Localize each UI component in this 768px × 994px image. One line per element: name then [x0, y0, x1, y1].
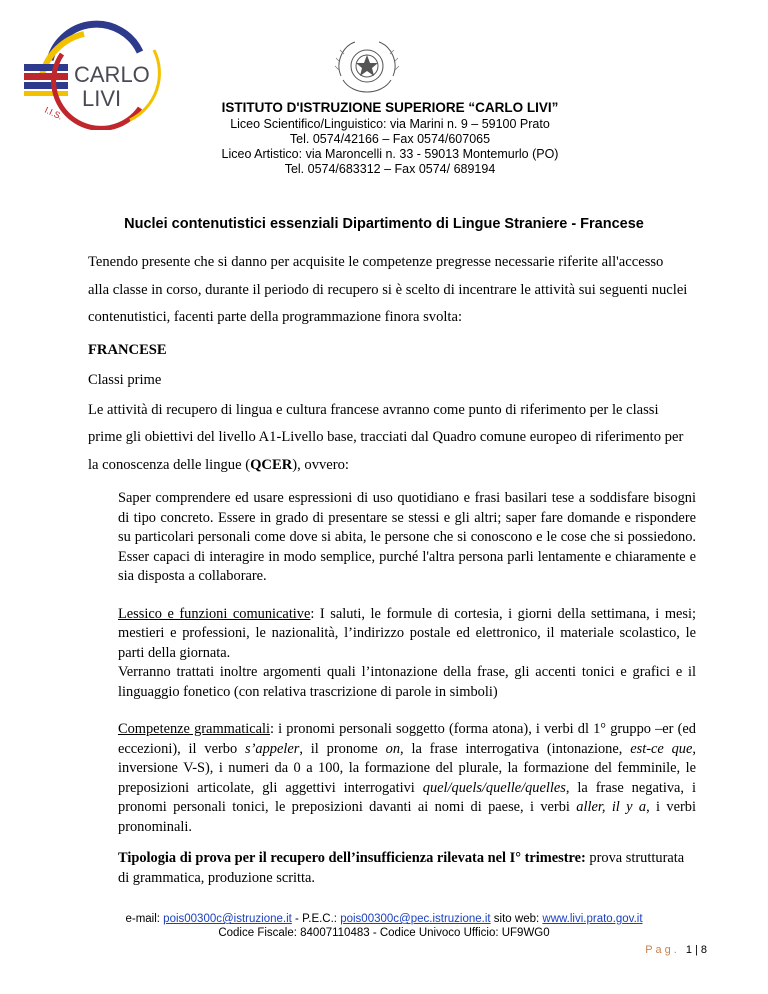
grammar-italic-4: quel/quels/quelle/quelles: [422, 779, 566, 796]
header-address-line-2: Tel. 0574/42166 – Fax 0574/607065: [289, 132, 491, 146]
footer-contacts: [0, 912, 768, 926]
header-address-line-4: Tel. 0574/683312 – Fax 0574/ 689194: [284, 162, 496, 176]
lessico-paragraph: [118, 605, 696, 703]
page-footer: [0, 912, 768, 940]
a1-level-description: Saper comprendere ed usare espressioni di uso quotidiano e frasi basilari tese a soddisfare bisogni di tipo concreto. Essere in grado di presentare se stessi e gli altri; saper fare domande e rispondere su particolari personali come dove si abita, le persone che si conoscono e le cose che si possiedono. Esser capaci di interagire in modo semplice, purché l'altra persona parli lentamente e chiaramente e sia disposta a collaborare.: [118, 490, 696, 584]
section-heading: FRANCESE: [88, 341, 167, 358]
page-separator: |: [695, 944, 701, 956]
website-link[interactable]: www.livi.prato.gov.it: [542, 913, 643, 925]
subsection-heading: Classi prime: [88, 371, 162, 388]
grammar-text-6: , i verbi pronominali.: [118, 799, 696, 835]
lessico-label: Lessico e funzioni comunicative: [118, 605, 311, 622]
page-label: Pag.: [645, 944, 680, 956]
assessment-label: Tipologia di prova per il recupero dell’insufficienza rilevata nel I° trimestre:: [118, 850, 586, 866]
document-body: [88, 249, 696, 888]
letterhead: [150, 100, 630, 177]
page-total: 8: [700, 944, 710, 956]
grammar-label: Competenze grammaticali: [118, 721, 270, 737]
lessico-text: : I saluti, le formule di cortesia, i giorni della settimana, i mesi; mestieri e professioni, le nazionalità, l’indirizzo postale ed elettronico, il materiale scolastico, le parti della giornata.: [118, 605, 696, 661]
objectives-paragraph: [88, 397, 688, 480]
qcer-abbreviation: QCER: [250, 456, 293, 473]
document-title: Nuclei contenutistici essenziali Dipartimento di Lingue Straniere - Francese: [124, 216, 644, 232]
header-address-line-1: Liceo Scientifico/Linguistico: via Marini n. 9 – 59100 Prato: [230, 117, 550, 131]
grammar-text-1: : i pronomi personali soggetto (forma atona), i verbi dl 1° gruppo –er (ed eccezioni), il verbo: [118, 721, 696, 757]
objectives-text-a: Le attività di recupero di lingua e cultura francese avranno come punto di riferimento per le classi prime gli obiettivi del livello A1-Livello base, tracciati dal Quadro comune europeo di riferimento per la conoscenza delle lingue (: [88, 401, 684, 473]
pec-label: - P.E.C.:: [291, 913, 341, 925]
logo-text-iis: I.I.S.: [43, 104, 65, 122]
grammar-text-5: , la frase negativa, i pronomi personali tonici, le preposizioni davanti ai nomi di paese, i verbi: [118, 779, 696, 815]
logo-text-livi: LIVI: [82, 86, 122, 111]
intro-paragraph: Tenendo presente che si danno per acquisite le competenze pregresse necessarie riferite all'accesso alla classe in corso, durante il periodo di recupero si è scelto di incentrare le attività sui seguenti nuclei contenutistici, facenti parte della programmazione finora svolta:: [88, 254, 688, 325]
objectives-text-b: ), ovvero:: [292, 456, 349, 473]
logo-text-carlo: CARLO: [74, 62, 150, 87]
grammar-text-4: , inversione V-S), i numeri da 0 a 100, la formazione del plurale, la formazione del femminile, le preposizioni articolate, gli aggettivi interrogativi: [118, 740, 696, 796]
page-number: [645, 944, 710, 956]
italian-republic-emblem: [331, 36, 403, 102]
grammar-italic-2: on: [385, 740, 401, 757]
assessment-paragraph: [118, 849, 696, 888]
grammar-text-3: , la frase interrogativa (intonazione,: [400, 740, 631, 757]
footer-codes: Codice Fiscale: 84007110483 - Codice Univoco Ufficio: UF9WG0: [218, 927, 550, 939]
pec-link[interactable]: pois00300c@pec.istruzione.it: [340, 913, 491, 925]
grammar-paragraph: [118, 720, 696, 837]
website-label: sito web:: [490, 913, 543, 925]
grammar-italic-1: s’appeler: [245, 740, 300, 757]
email-link[interactable]: pois00300c@istruzione.it: [163, 913, 292, 925]
school-name: ISTITUTO D'ISTRUZIONE SUPERIORE “CARLO LIVI”: [221, 100, 559, 115]
email-label: e-mail:: [125, 913, 164, 925]
header-address-line-3: Liceo Artistico: via Maroncelli n. 33 - 59013 Montemurlo (PO): [221, 147, 559, 161]
grammar-text-2: , il pronome: [299, 740, 386, 757]
assessment-text: prova strutturata di grammatica, produzione scritta.: [118, 850, 685, 886]
grammar-italic-5: aller, il y a: [576, 799, 647, 815]
lessico-text-2: Verranno trattati inoltre argomenti quali l’intonazione della frase, gli accenti tonici e grafici e il linguaggio fonetico (con relativa trascrizione di parole in simboli): [118, 664, 696, 700]
grammar-italic-3: est-ce que: [630, 740, 693, 757]
page-current: 1: [685, 944, 696, 956]
